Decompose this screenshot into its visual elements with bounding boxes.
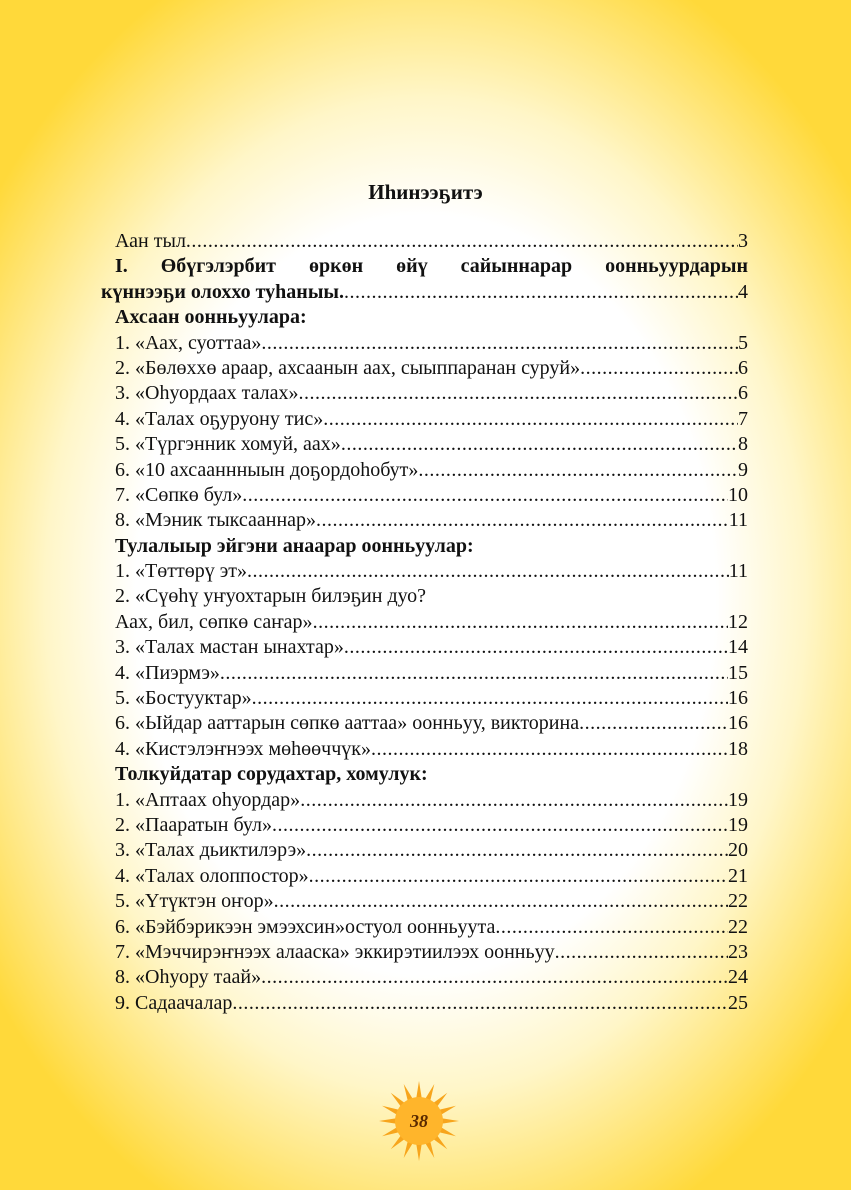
toc-entry-page: 14 [728,636,748,659]
toc-entry-label: 8. «Оhуору таай» [115,966,262,989]
dot-leader [495,915,728,940]
page-title: Иhинээҕитэ [368,180,483,204]
toc-entry-intro[interactable] [115,229,748,254]
toc-entry-page: 22 [728,915,748,938]
dot-leader [418,458,738,483]
toc-entry-page: 22 [728,890,748,913]
toc-entry-page: 9 [738,458,748,481]
toc-entry-label: 6. «Ыйдар ааттарын сөпкө ааттаа» оонньуу, викторина [115,712,580,735]
toc-entry-page: 16 [728,687,748,710]
dot-leader [306,838,728,863]
toc-entry-label: 4. «Талах олоппостор» [115,864,309,887]
toc-entry-label: 2. «Бөлөххө араар, ахсаанын аах, сыыппаранан суруй» [115,356,581,379]
toc-entry-label: 2. «Пааратын бул» [115,813,272,836]
dot-leader [579,711,728,736]
toc-entry[interactable] [115,965,748,990]
dot-leader [580,356,738,381]
toc-entry[interactable] [115,432,748,457]
dot-leader [242,483,728,508]
toc-entry[interactable] [115,737,748,762]
toc-entry-page: 16 [728,712,748,735]
toc-entry-label: 4. «Талах оҕуруону тис» [115,407,324,430]
dot-leader [232,991,728,1016]
toc-sections [115,305,748,1016]
toc-entry[interactable] [115,864,748,889]
table-of-contents [101,229,748,1016]
toc-entry[interactable] [115,889,748,914]
dot-leader [555,940,728,965]
dot-leader [272,813,728,838]
toc-entry-label: 1. «Төттөрү эт» [115,560,248,583]
dot-leader [274,889,728,914]
toc-entry[interactable] [115,407,748,432]
toc-entry[interactable] [115,381,748,406]
toc-entry[interactable] [115,458,748,483]
toc-entry[interactable] [115,356,748,381]
toc-entry-page: 6 [738,382,748,405]
dot-leader [247,559,729,584]
toc-entry-label: 9. Садаачалар [115,991,233,1014]
toc-entry[interactable] [115,331,748,356]
toc-entry-page: 21 [728,864,748,887]
toc-entry-page: 20 [728,839,748,862]
toc-entry-page: 11 [728,560,748,583]
toc-entry-page: 7 [738,407,748,430]
dot-leader [261,965,728,990]
toc-entry-label: 7. «Сөпкө бул» [115,483,243,506]
toc-entry-label: Аах, бил, сөпкө саҥар» [115,610,313,633]
toc-entry-page: 12 [728,610,748,633]
toc-entry[interactable] [115,940,748,965]
toc-entry-part1[interactable] [101,280,748,305]
toc-entry[interactable] [115,610,748,635]
dot-leader [261,331,738,356]
toc-entry-label: Аан тыл [115,230,186,252]
toc-entry-label: 3. «Оhуордаах талах» [115,382,299,405]
dot-leader [300,788,728,813]
toc-entry-page: 5 [738,331,748,354]
dot-leader [344,280,738,305]
toc-entry-page: 18 [728,737,748,760]
toc-entry-page: 4 [738,280,748,303]
toc-entry-label: 3. «Талах мастан ынахтар» [115,636,344,659]
toc-entry[interactable] [115,661,748,686]
toc-entry-page: 11 [728,509,748,532]
toc-entry-page: 8 [738,433,748,456]
dot-leader [299,381,738,406]
toc-entry[interactable] [115,838,748,863]
section-heading: Тулалыыр эйгэни анаарар оонньуулар: [115,534,474,557]
dot-leader [316,508,729,533]
toc-entry-continued[interactable]: 2. «Сүөhү уҥуохтарын билэҕин дуо? [115,585,427,608]
section-heading: Толкуйдатар сорудахтар, хомулук: [115,763,428,786]
toc-entry[interactable] [115,508,748,533]
toc-entry[interactable] [115,483,748,508]
toc-entry-label: 8. «Мэник тыксааннар» [115,509,317,532]
toc-entry-label: 6. «Бэйбэрикээн эмээхсин»остуол оонньуута [115,915,496,938]
toc-entry[interactable] [115,711,748,736]
toc-entry-page: 23 [728,940,748,963]
toc-entry[interactable] [115,788,748,813]
page-number: 38 [410,1111,428,1131]
dot-leader [344,635,728,660]
dot-leader [252,686,728,711]
dot-leader [220,661,728,686]
toc-entry-page: 19 [728,788,748,811]
section-heading: Ахсаан оонньуулара: [115,306,307,329]
dot-leader [323,407,738,432]
toc-entry-label: 7. «Мэччирэҥнээх алааска» эккирэтиилээх оонньуу [115,940,555,963]
dot-leader [313,610,728,635]
dot-leader [371,737,728,762]
toc-entry-label: 6. «10 ахсааннныын доҕордоhобут» [115,458,419,481]
part-title-line-1[interactable]: I. Өбүгэлэрбит өркөн өйү сайыннарар оонньуурдарын [115,255,748,278]
toc-entry[interactable] [115,686,748,711]
toc-entry-page: 24 [728,966,748,989]
toc-entry-label: 5. «Бостууктар» [115,687,252,710]
toc-entry-page: 6 [738,356,748,379]
dot-leader [186,229,738,254]
toc-entry[interactable] [115,635,748,660]
toc-entry[interactable] [115,915,748,940]
toc-entry[interactable] [115,813,748,838]
toc-entry-label: 4. «Пиэрмэ» [115,661,220,684]
toc-entry-page: 25 [728,991,748,1014]
toc-entry-label: 1. «Аптаах оhуордар» [115,788,301,811]
dot-leader [341,432,738,457]
toc-entry-label: 1. «Аах, суоттаа» [115,331,262,354]
toc-entry-page: 10 [728,483,748,506]
toc-entry-label: 5. «Үтүктэн оҥор» [115,890,274,913]
toc-entry-page: 19 [728,813,748,836]
toc-entry[interactable] [115,559,748,584]
toc-entry-label: 4. «Кистэлэҥнээх мөhөөччүк» [115,737,371,760]
toc-entry[interactable] [115,991,748,1016]
dot-leader [309,864,728,889]
toc-entry-label: 5. «Түргэнник хомуй, аах» [115,433,341,456]
part-title-line-2: күннээҕи олоххо туhаныы. [101,280,345,303]
toc-entry-page: 3 [738,230,748,252]
toc-entry-page: 15 [728,661,748,684]
toc-entry-label: 3. «Талах дьиктилэрэ» [115,839,307,862]
